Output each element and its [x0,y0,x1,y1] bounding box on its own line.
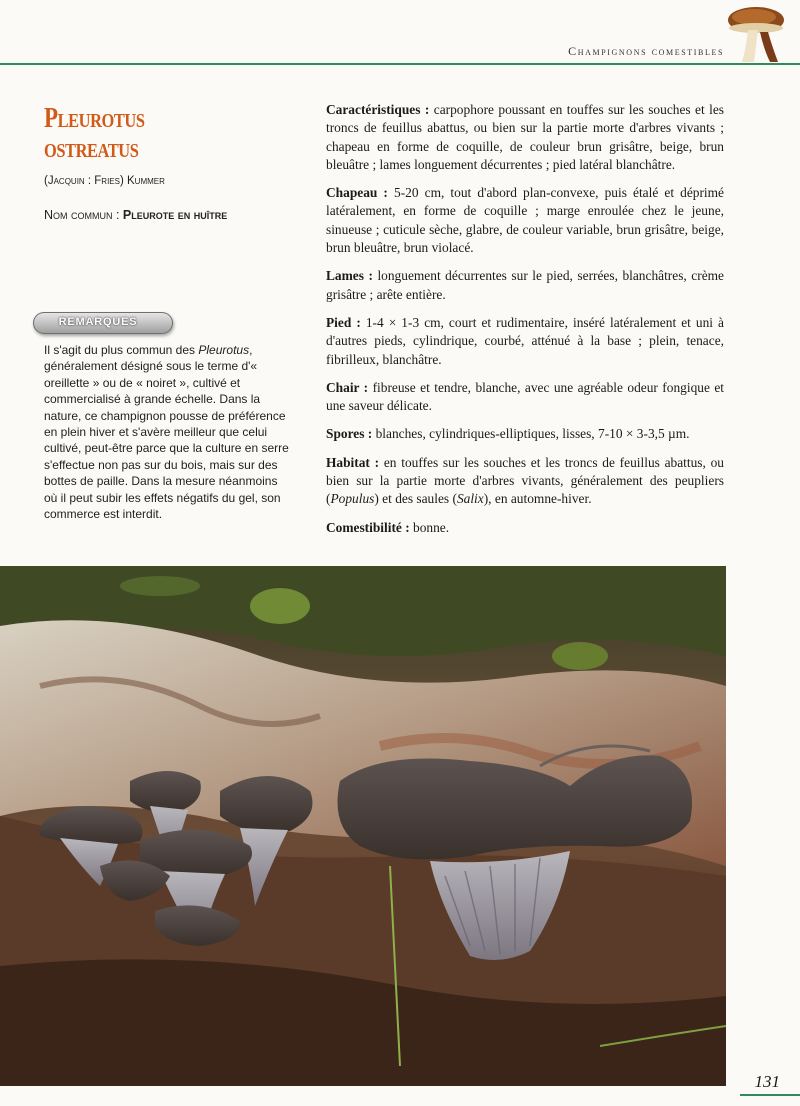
spores-label: Spores : [326,426,373,442]
habitat-genus-salix: Salix [456,491,484,507]
spores-text: blanches, cylindriques-elliptiques, lisses, 7-10 × 3-3,5 µm. [372,426,690,442]
footer-divider [740,1094,800,1096]
chair-label: Chair : [326,379,369,395]
section-title: Champignons comestibles [568,44,724,58]
remarks-text-italic: Pleurotus [198,343,250,357]
chair-text: fibreuse et tendre, blanche, avec une agréable odeur fongique et une saveur délicate. [326,379,725,414]
lames-paragraph [326,267,724,304]
chapeau-text: 5-20 cm, tout d'abord plan-convexe, puis étalé et déprimé latéralement, en forme de coquille ; marge enroulée chez le jeune, sinueuse ; cuticule sèche, glabre, de couleur variable, brun grisâtre, beige, brun bleuâtre, brun violacé. [326,185,724,256]
spores-paragraph [326,425,724,443]
caracteristiques-label: Caractéristiques : [326,102,430,117]
remarks-text-part: , généralement désigné sous le terme d'« oreillette » ou de « noiret », cultivé et commercialisé à grande échelle. Dans la nature, ce champignon pousse de préférence en plein hiver et s'avère meilleur que celui cultivé, peut-être parce que la culture en serre s'effectue non pas sur du bois, mais sur des bottes de paille. Dans la mesure néanmoins où il peut subir les effets négatifs du gel, son commerce est interdit. [44,343,289,522]
species-title [44,104,257,164]
habitat-genus-populus: Populus [330,491,375,507]
caracteristiques-text: carpophore poussant en touffes sur les souches et les troncs de feuillus abattus, ou bien sur la partie morte d'arbres vivants ; chapeau en forme de coquille, de couleur brun grisâtre, beige, brun bleuâtre ; lames longuement décurrentes ; pied latéral blanchâtre. [326,102,724,172]
habitat-label: Habitat : [326,454,380,470]
common-name-label: Nom commun : [44,208,120,222]
species-name-line1: Pleurotus [44,103,145,134]
page-number: 131 [754,1072,780,1091]
species-description [326,101,724,547]
header-divider [0,63,800,65]
remarks-badge [33,312,173,334]
comestibilite-label: Comestibilité : [326,519,410,535]
species-name-line2: ostreatus [44,133,139,164]
lames-text: longuement décurrentes sur le pied, serrées, blanchâtres, crème grisâtre ; arête entière. [326,268,724,302]
pied-text: 1-4 × 1-3 cm, court et rudimentaire, inséré latéralement et uni à d'autres pieds, cylindrique, courbé, atténué à la base ; plein, tenace, fibrilleux, blanchâtre. [326,314,724,367]
mushroom-icon [724,6,786,64]
chapeau-paragraph [326,184,724,257]
chair-paragraph [326,379,724,416]
habitat-text: ), en automne-hiver. [483,491,592,507]
mushroom-photo [0,566,726,1086]
comestibilite-text: bonne. [409,519,450,535]
remarks-text [44,342,292,522]
habitat-text: en touffes sur les souches et les troncs de feuillus abattus, ou bien sur la partie morte d'arbres vivants, généralement des peupliers ( [326,454,725,507]
species-authority: (Jacquin : Fries) Kummer [44,175,165,187]
habitat-paragraph [326,454,724,509]
pied-label: Pied : [326,314,361,330]
habitat-text: ) et des saules ( [374,491,457,507]
remarks-badge-label: REMARQUES [58,316,138,328]
comestibilite-paragraph [326,519,724,537]
chapeau-label: Chapeau : [326,185,388,201]
lames-label: Lames : [326,268,373,284]
common-name [44,208,227,222]
common-name-value: Pleurote en huître [122,208,228,222]
pied-paragraph [326,314,724,369]
caracteristiques-paragraph [326,101,724,174]
remarks-text-part: Il s'agit du plus commun des [44,343,199,357]
